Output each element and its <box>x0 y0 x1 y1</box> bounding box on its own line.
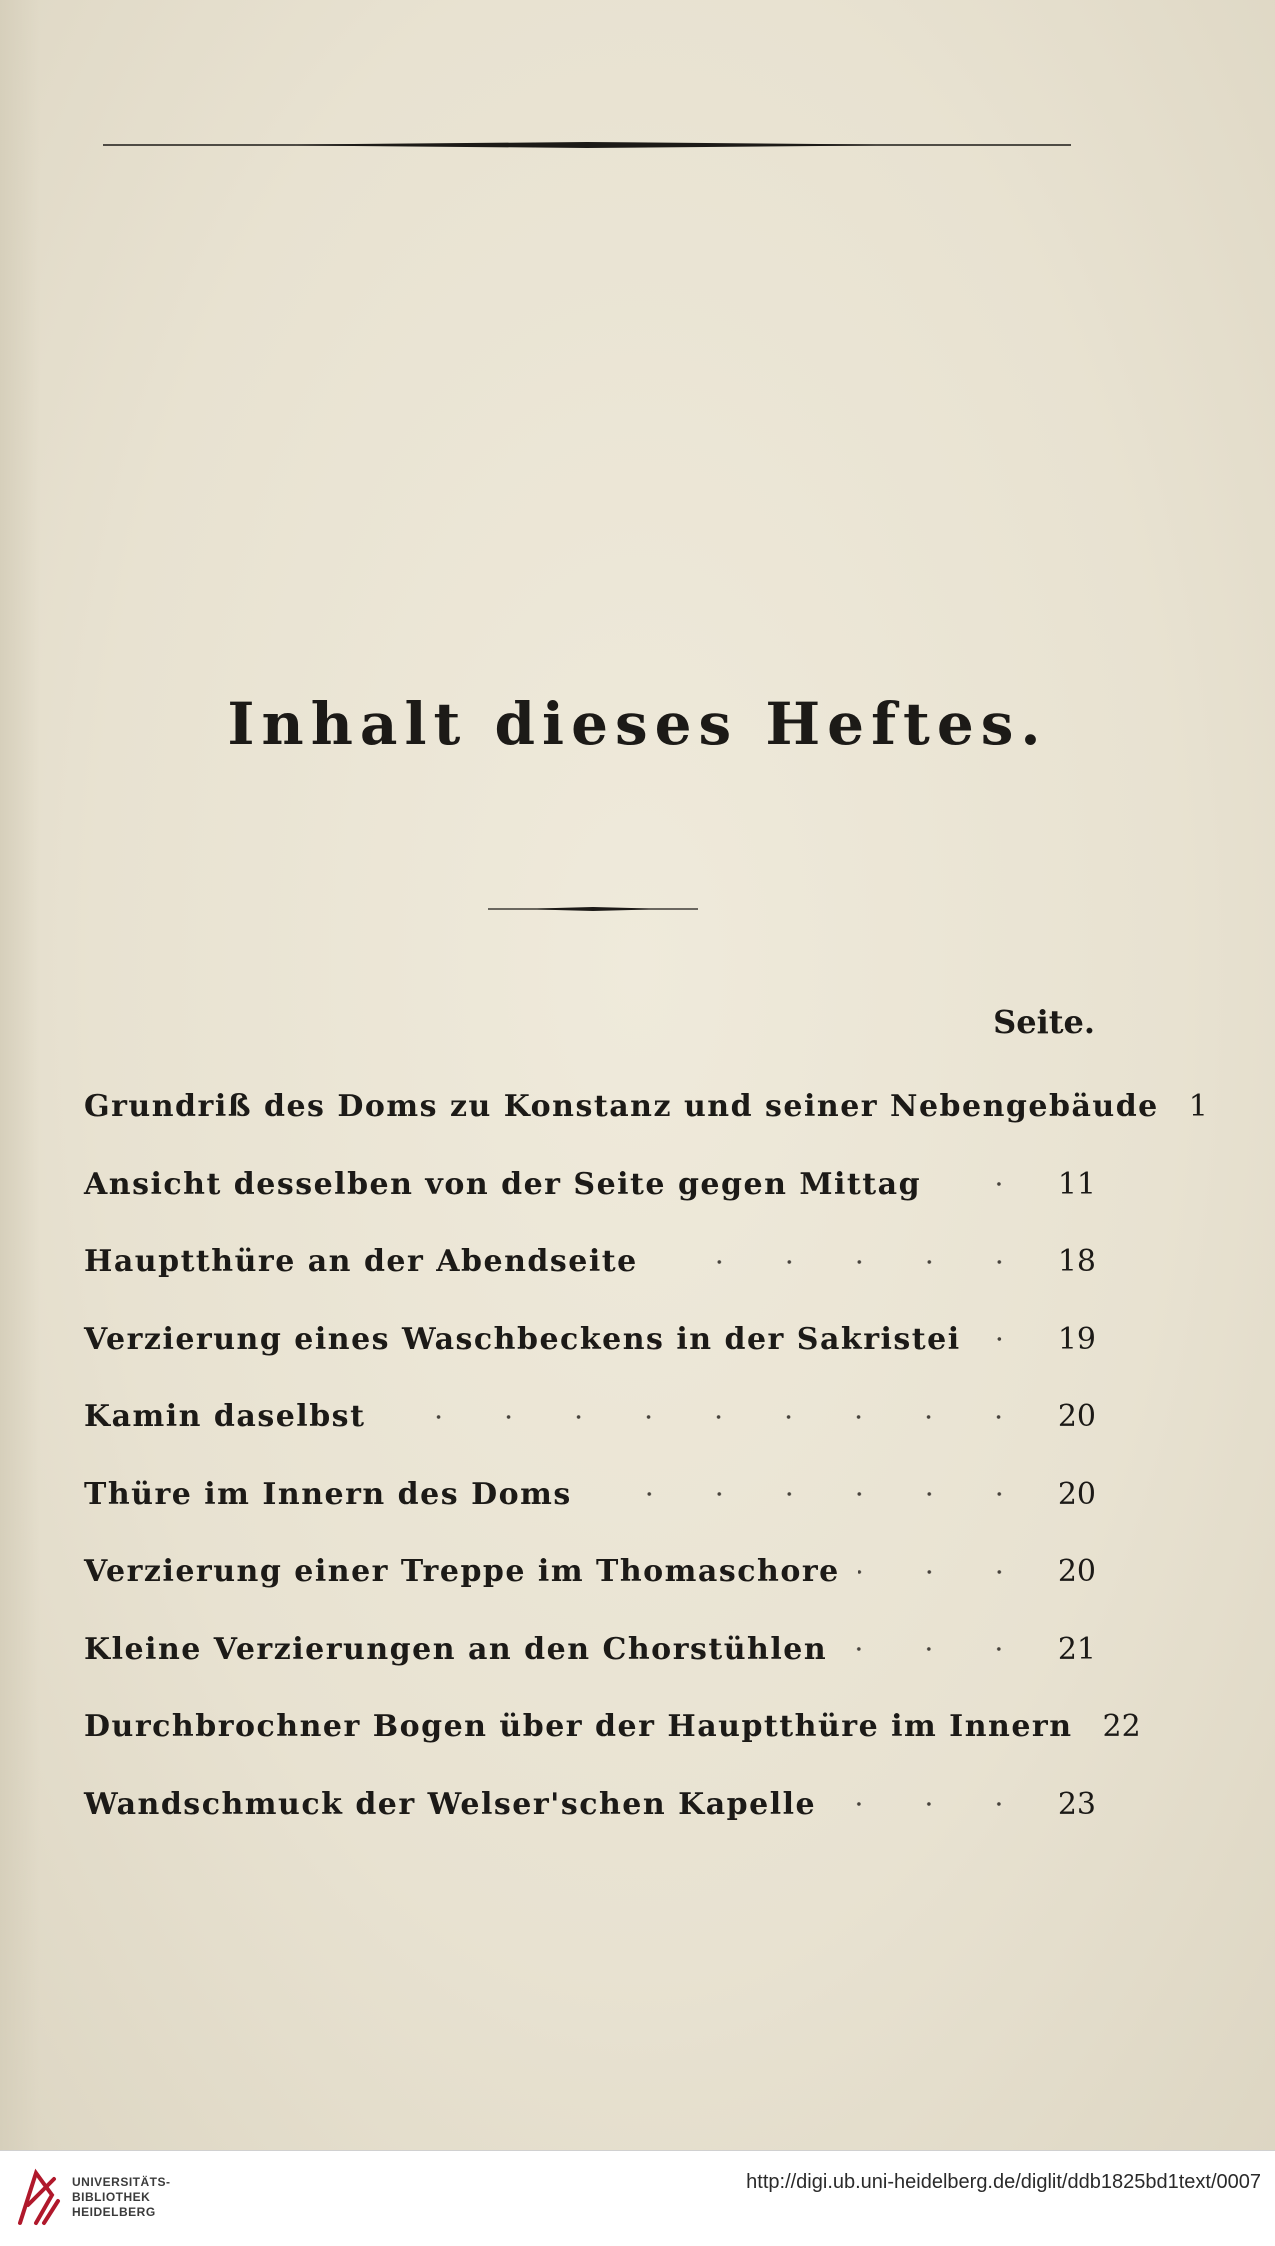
toc-entry-title: Thüre im Innern des Doms <box>84 1476 572 1512</box>
permalink-url[interactable]: http://digi.ub.uni-heidelberg.de/diglit/ddb1825bd1text/0007 <box>746 2171 1261 2193</box>
toc-entry <box>84 1068 1208 1146</box>
toc-entry-page: 20 <box>1057 1476 1096 1512</box>
toc-entry <box>84 1533 1096 1611</box>
toc-entry <box>84 1611 1096 1689</box>
toc-entry-title: Ansicht desselben von der Seite gegen Mittag <box>84 1166 922 1202</box>
logo-line: HEIDELBERG <box>72 2205 156 2219</box>
toc-entry-title: Wandschmuck der Welser'schen Kapelle <box>84 1786 817 1822</box>
page-title: Inhalt dieses Heftes. <box>227 690 1048 758</box>
leader-dots <box>383 1407 1034 1427</box>
toc-entry-page: 20 <box>1057 1554 1096 1590</box>
library-logo-icon[interactable] <box>14 2165 64 2231</box>
page-column-label: Seite. <box>993 1003 1095 1041</box>
toc-entry-page: 11 <box>1057 1166 1096 1202</box>
toc-entry <box>84 1688 1141 1766</box>
logo-line: UNIVERSITÄTS- <box>72 2175 171 2189</box>
toc-entry-page: 22 <box>1102 1709 1141 1745</box>
toc-entry-title: Kamin daselbst <box>84 1399 366 1435</box>
leader-dots <box>858 1562 1034 1582</box>
toc-entry-page: 19 <box>1057 1321 1096 1357</box>
toc-entry-title: Kleine Verzierungen an den Chorstühlen <box>84 1631 828 1667</box>
toc-entry-title: Durchbrochner Bogen über der Hauptthüre im Innern <box>84 1709 1073 1745</box>
table-of-contents <box>84 1068 1208 1843</box>
toc-entry-page: 21 <box>1057 1631 1096 1667</box>
leader-dots <box>979 1329 1034 1349</box>
toc-entry <box>84 1223 1096 1301</box>
toc-entry <box>84 1146 1096 1224</box>
toc-entry-title: Grundriß des Doms zu Konstanz und seiner Nebengebäude <box>84 1089 1159 1125</box>
toc-entry-page: 18 <box>1057 1244 1096 1280</box>
toc-entry-page: 20 <box>1057 1399 1096 1435</box>
title-divider-rule <box>488 897 698 903</box>
toc-entry <box>84 1766 1096 1844</box>
leader-dots <box>834 1794 1034 1814</box>
toc-entry <box>84 1378 1096 1456</box>
leader-dots <box>590 1484 1034 1504</box>
leader-dots <box>845 1639 1034 1659</box>
leader-dots <box>656 1252 1034 1272</box>
footer-bar <box>0 2150 1275 2246</box>
toc-entry-page: 1 <box>1188 1089 1208 1125</box>
toc-entry <box>84 1301 1096 1379</box>
toc-entry-title: Verzierung einer Treppe im Thomaschore <box>84 1554 840 1590</box>
toc-entry <box>84 1456 1096 1534</box>
leader-dots <box>939 1174 1034 1194</box>
toc-entry-title: Hauptthüre an der Abendseite <box>84 1244 638 1280</box>
toc-entry-page: 23 <box>1057 1786 1096 1822</box>
library-logo-text <box>72 2175 171 2220</box>
toc-entry-title: Verzierung eines Waschbeckens in der Sakristei <box>84 1321 961 1357</box>
logo-line: BIBLIOTHEK <box>72 2190 151 2204</box>
top-ornamental-rule <box>103 140 1071 150</box>
